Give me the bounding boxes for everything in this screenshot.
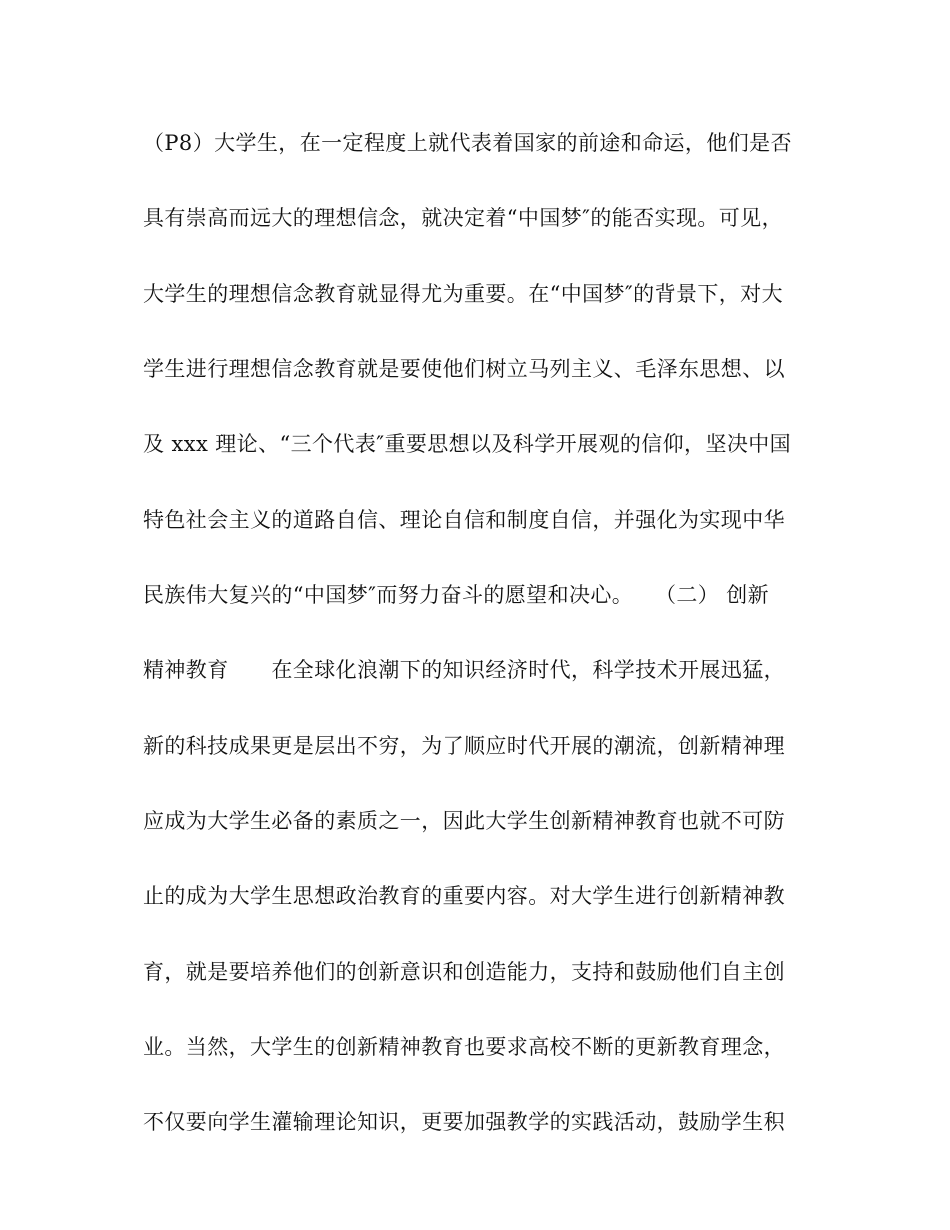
text-line: 不仅要向学生灌输理论知识，更要加强教学的实践活动，鼓励学生积 (143, 1110, 785, 1134)
text-line: 特色社会主义的道路自信、理论自信和制度自信，并强化为实现中华 (143, 508, 785, 532)
text-line: 应成为大学生必备的素质之一，因此大学生创新精神教育也就不可防 (143, 809, 785, 833)
text-line: 民族伟大复兴的“中国梦″而努力奋斗的愿望和决心。 （二） 创新 (143, 583, 770, 607)
text-line: 新的科技成果更是层出不穷，为了顺应时代开展的潮流，创新精神理 (143, 734, 785, 758)
text-line: 精神教育 在全球化浪潮下的知识经济时代，科学技术开展迅猛， (143, 658, 785, 682)
text-line: 具有崇高而远大的理想信念，就决定着“中国梦″的能否实现。可见， (143, 206, 783, 230)
text-line: （P8）大学生，在一定程度上就代表着国家的前途和命运，他们是否 (143, 131, 792, 155)
text-line: 育，就是要培养他们的创新意识和创造能力，支持和鼓励他们自主创 (143, 960, 785, 984)
text-line: 止的成为大学生思想政治教育的重要内容。对大学生进行创新精神教 (143, 884, 785, 908)
text-line: 大学生的理想信念教育就显得尤为重要。在“中国梦″的背景下，对大 (143, 282, 783, 306)
text-line: 及 xxx 理论、“三个代表″重要思想以及科学开展观的信仰，坚决中国 (143, 432, 792, 456)
text-line: 业。当然，大学生的创新精神教育也要求高校不断的更新教育理念， (143, 1035, 785, 1059)
text-line: 学生进行理想信念教育就是要使他们树立马列主义、毛泽东思想、以 (143, 357, 785, 381)
